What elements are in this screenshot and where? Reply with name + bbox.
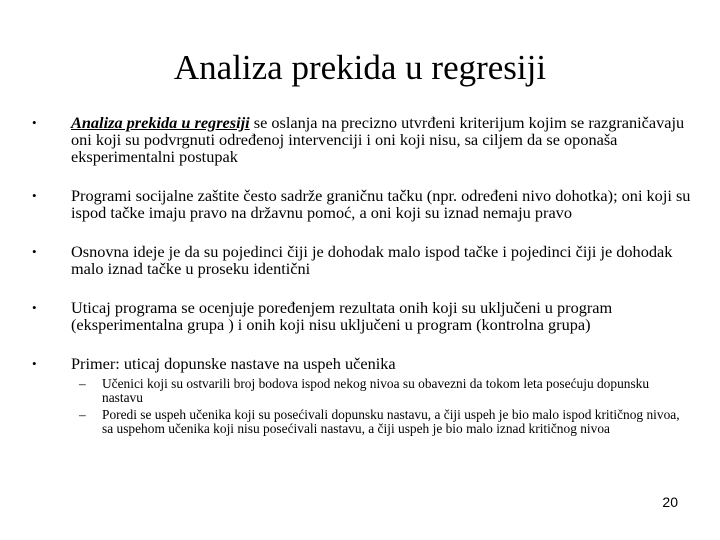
bullet-marker: • [32,244,37,259]
bullet-text: Uticaj programa se ocenjuje poređenjem rezultata onih koji su uključeni u program (eksperimentalna grupa ) i onih koji nisu uključeni u program (kontrolna grupa) [71,298,613,334]
bullet-item [32,355,692,436]
sub-item [71,377,692,405]
bullet-text: Primer: uticaj dopunske nastave na uspeh učenika [71,354,396,373]
bullet-item [32,114,692,165]
sub-text: Poredi se uspeh učenika koji su posećivali dopunsku nastavu, a čiji uspeh je bio malo ispod kritičnog nivoa, sa uspehom učenika koji nisu posećivali nastavu, a čiji uspeh je bio malo iznad kritičnog nivoa [102,407,680,436]
page-number: 20 [662,494,678,510]
bullet-marker: • [32,115,37,130]
sub-marker: – [79,407,86,422]
bullet-marker: • [32,300,37,315]
sub-item [71,408,692,436]
bullet-item [32,299,692,333]
bullet-emphasis: Analiza prekida u regresiji [71,113,250,132]
bullet-marker: • [32,188,37,203]
bullet-list [32,114,692,458]
bullet-text: se oslanja na precizno utvrđeni kriterijum kojim se razgraničavaju oni koji su podvrgnuti određenoj intervenciji i oni koji nisu, sa ciljem da se oponaša eksperimentalni postupak [71,113,685,166]
sub-text: Učenici koji su ostvarili broj bodova ispod nekog nivoa su obavezni da tokom leta posećuju dopunsku nastavu [102,376,650,405]
bullet-marker: • [32,356,37,371]
sub-marker: – [79,376,86,391]
bullet-item [32,243,692,277]
slide-title: Analiza prekida u regresiji [173,48,547,87]
bullet-text: Osnovna ideje je da su pojedinci čiji je dohodak malo ispod tačke i pojedinci čiji je dohodak malo iznad tačke u proseku identični [71,242,673,278]
bullet-text: Programi socijalne zaštite često sadrže graničnu tačku (npr. određeni nivo dohotka); oni koji su ispod tačke imaju pravo na državnu pomoć, a oni koji su iznad nemaju pravo [71,186,691,222]
bullet-item [32,187,692,221]
sub-list [71,377,692,436]
